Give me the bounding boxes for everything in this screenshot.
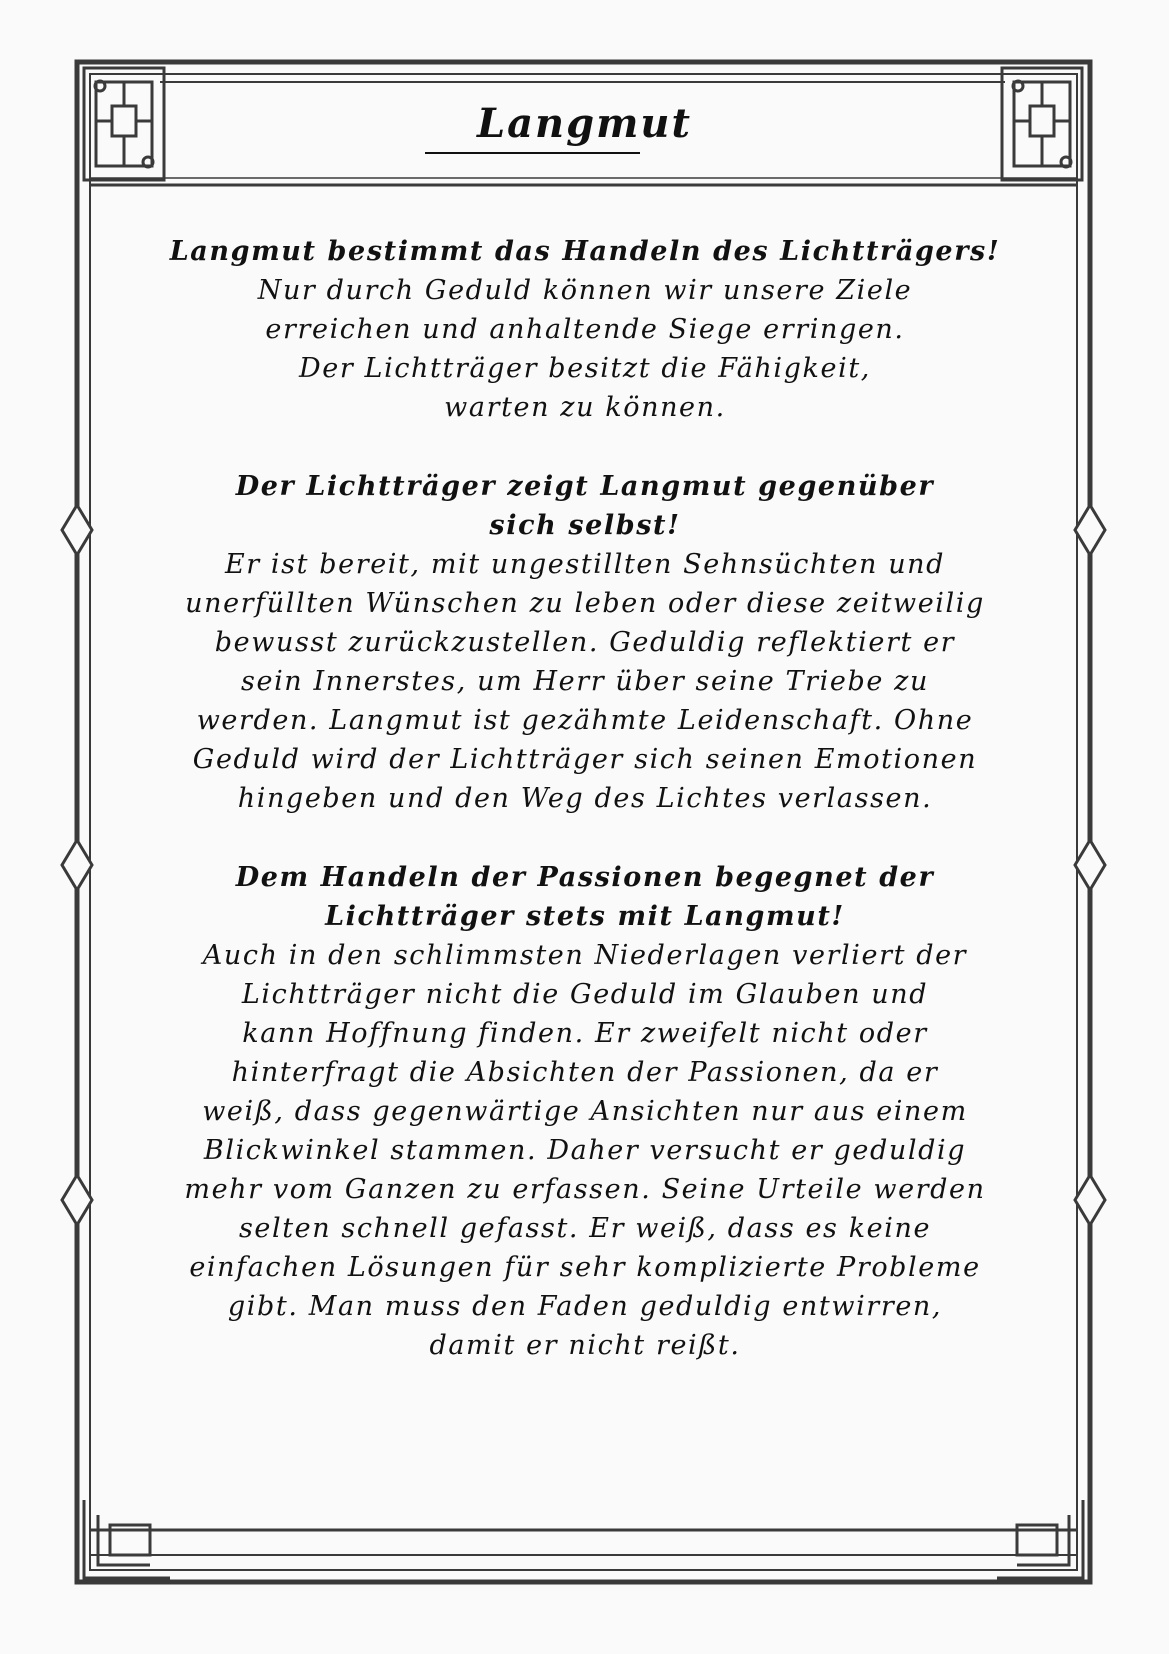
text-line: unerfüllten Wünschen zu leben oder diese zeitweilig xyxy=(185,588,985,619)
text-body xyxy=(110,232,1060,1405)
heading-line: Der Lichtträger zeigt Langmut gegenüber xyxy=(235,471,935,502)
text-line: Lichtträger nicht die Geduld im Glauben und xyxy=(241,979,929,1010)
text-line: Der Lichtträger besitzt die Fähigkeit, xyxy=(299,353,871,384)
text-line: einfachen Lösungen für sehr komplizierte Probleme xyxy=(189,1252,981,1283)
text-line: Nur durch Geduld können wir unsere Ziele xyxy=(257,275,913,306)
text-line: mehr vom Ganzen zu erfassen. Seine Urteile werden xyxy=(184,1174,986,1205)
heading-line: Langmut bestimmt das Handeln des Lichtträgers! xyxy=(169,236,1001,267)
title-underline xyxy=(425,152,640,154)
corner-ornament-bottom-left xyxy=(84,1500,170,1578)
heading-line: sich selbst! xyxy=(489,510,681,541)
text-line: warten zu können. xyxy=(444,392,726,423)
section-paragraph xyxy=(110,936,1060,1365)
text-line: werden. Langmut ist gezähmte Leidenschaft. Ohne xyxy=(196,705,974,736)
heading-line: Dem Handeln der Passionen begegnet der xyxy=(235,862,935,893)
text-line: selten schnell gefasst. Er weiß, dass es keine xyxy=(238,1213,932,1244)
text-line: Er ist bereit, mit ungestillten Sehnsüchten und xyxy=(224,549,946,580)
page-title: Langmut xyxy=(477,100,692,147)
section-paragraph xyxy=(110,271,1060,427)
section-heading xyxy=(110,467,1060,545)
section-heading xyxy=(110,858,1060,936)
text-line: kann Hoffnung finden. Er zweifelt nicht oder xyxy=(242,1018,928,1049)
section-heading xyxy=(110,232,1060,271)
text-line: Blickwinkel stammen. Daher versucht er geduldig xyxy=(203,1135,967,1166)
section-paragraph xyxy=(110,545,1060,818)
corner-ornament-bottom-right xyxy=(997,1500,1083,1578)
text-line: hingeben und den Weg des Lichtes verlassen. xyxy=(237,783,933,814)
text-line: gibt. Man muss den Faden geduldig entwirren, xyxy=(227,1291,943,1322)
section-1 xyxy=(110,232,1060,427)
text-line: bewusst zurückzustellen. Geduldig reflektiert er xyxy=(214,627,956,658)
text-line: sein Innerstes, um Herr über seine Triebe zu xyxy=(241,666,929,697)
section-3 xyxy=(110,858,1060,1365)
section-2 xyxy=(110,467,1060,818)
heading-line: Lichtträger stets mit Langmut! xyxy=(325,901,845,932)
text-line: hinterfragt die Absichten der Passionen, da er xyxy=(231,1057,939,1088)
text-line: damit er nicht reißt. xyxy=(429,1330,741,1361)
text-line: weiß, dass gegenwärtige Ansichten nur aus einem xyxy=(202,1096,968,1127)
text-line: erreichen und anhaltende Siege erringen. xyxy=(265,314,905,345)
text-line: Geduld wird der Lichtträger sich seinen Emotionen xyxy=(192,744,978,775)
text-line: Auch in den schlimmsten Niederlagen verliert der xyxy=(202,940,968,971)
